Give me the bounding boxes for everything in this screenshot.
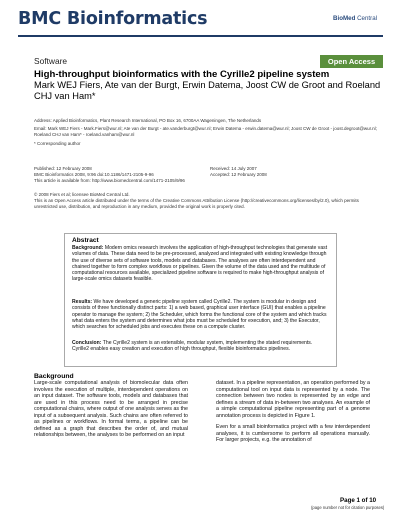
- abstract-results-text: We have developed a generic pipeline system called Cyrille2. The system is modular in design and consists of three functionally distinct parts: 1) a web based, graphical user interface (GUI) that enables a pipeline operator to manage the system; 2) the Scheduler, which forms the functional core of the system and which tracks what data enters the system and determines what jobs must be scheduled for execution, and; 3) the Executor, which searches for scheduled jobs and executes these on a compute cluster.: [72, 299, 327, 331]
- abstract-conclusion: [72, 340, 330, 353]
- body-paragraph-1: dataset. In a pipeline representation, an operation performed by a computational tool on input data is represented by a node. The connection between two nodes is represented by an edge and defines a stream of data in-between two analyses. An example of a simple computational pipeline representing part of a genome annotation process is depicted in Figure 1.: [216, 380, 370, 419]
- body-column-right: [216, 380, 370, 444]
- logo-sub: Central: [355, 15, 378, 22]
- copyright-line: © 2008 Fiers et al; licensee BioMed Central Ltd.: [34, 192, 130, 197]
- corresponding-author-note: * Corresponding author: [34, 141, 81, 146]
- received-date: Received: 14 July 2007: [210, 166, 257, 171]
- header-rule: [18, 35, 383, 37]
- body-column-left: Large-scale computational analysis of biomolecular data often involves the execution of multiple, interdependent operations on an input dataset. The software tools, models and databases that are used in this process need to be arranged in precise computational chains, where output of one analysis serves as the input of a subsequent analysis. Such chains are often referred to as pipelines or workflows. In formal terms, a pipeline can be defined as a graph that describes the order of, and mutual relationships between, the analyses to be performed on an input: [34, 380, 188, 439]
- author-address: Address: Applied Bioinformatics, Plant Research International, PO Box 16, 6700AA Wageningen, The Netherlands: [34, 118, 262, 123]
- abstract-background-label: Background:: [72, 245, 104, 251]
- publisher-logo: [333, 15, 377, 22]
- author-list: Mark WEJ Fiers, Ate van der Burgt, Erwin Datema, Joost CW de Groot and Roeland CHJ van Ham*: [34, 80, 381, 101]
- page-number-note: (page number not for citation purposes): [311, 505, 385, 510]
- license-text: This is an Open Access article distributed under the terms of the Creative Commons Attribution License (http://creativecommons.org/licenses/by/2.0), which permits unrestricted use, distribution, and reproduction in any medium, provided the original work is properly cited.: [34, 198, 359, 209]
- abstract-results-label: Results:: [72, 299, 93, 305]
- background-heading: Background: [34, 373, 74, 380]
- abstract-conclusion-text: The Cyrille2 system is an extensible, modular system, implementing the stated requirements. Cyrille2 enables easy creation and execution of high throughput, flexible bioinformatics pipelines.: [72, 340, 313, 353]
- article-url[interactable]: This article is available from: http://www.biomedcentral.com/1471-2105/9/96: [34, 178, 185, 183]
- article-title: High-throughput bioinformatics with the Cyrille2 pipeline system: [34, 69, 330, 80]
- abstract-background-text: Modern omics research involves the application of high-throughput technologies that generate vast volumes of data. These data need to be pre-processed, analyzed and integrated with existing knowledge through the use of diverse sets of software tools, models and databases. The analyses are often interdependent and chained together to form complex workflows or pipelines. Given the volume of the data used and the multitude of computational resources available, specialized pipeline software is required to make high-throughput analysis of large-scale omics datasets feasible.: [72, 245, 328, 283]
- journal-title: BMC Bioinformatics: [18, 9, 208, 29]
- abstract-results: [72, 299, 330, 330]
- abstract-heading: Abstract: [72, 237, 99, 244]
- accepted-date: Accepted: 12 February 2008: [210, 172, 267, 177]
- author-emails: Email: Mark WEJ Fiers - Mark.Fiers@wur.nl; Ate van der Burgt - ate.vanderburgt@wur.nl; Erwin Datema - erwin.datema@wur.nl; Joost CW de Groot - joost.degroot@wur.nl; Roeland CHJ van Ham* - roeland.vanham@wur.nl: [34, 126, 377, 137]
- abstract-conclusion-label: Conclusion:: [72, 340, 102, 346]
- open-access-badge: Open Access: [320, 55, 383, 68]
- page-number: Page 1 of 10: [340, 497, 377, 504]
- section-label: Software: [34, 56, 68, 66]
- logo-main: BioMed: [333, 15, 356, 22]
- published-date: Published: 12 February 2008: [34, 166, 92, 171]
- abstract-background: [72, 245, 330, 283]
- citation-doi: BMC Bioinformatics 2008, 9:96 doi:10.1186/1471-2105-9-96: [34, 172, 154, 177]
- body-paragraph-2: Even for a small bioinformatics project with a few interdependent analyses, it is cumbersome to perform all operations manually. For larger projects, e.g. the annotation of: [216, 424, 370, 444]
